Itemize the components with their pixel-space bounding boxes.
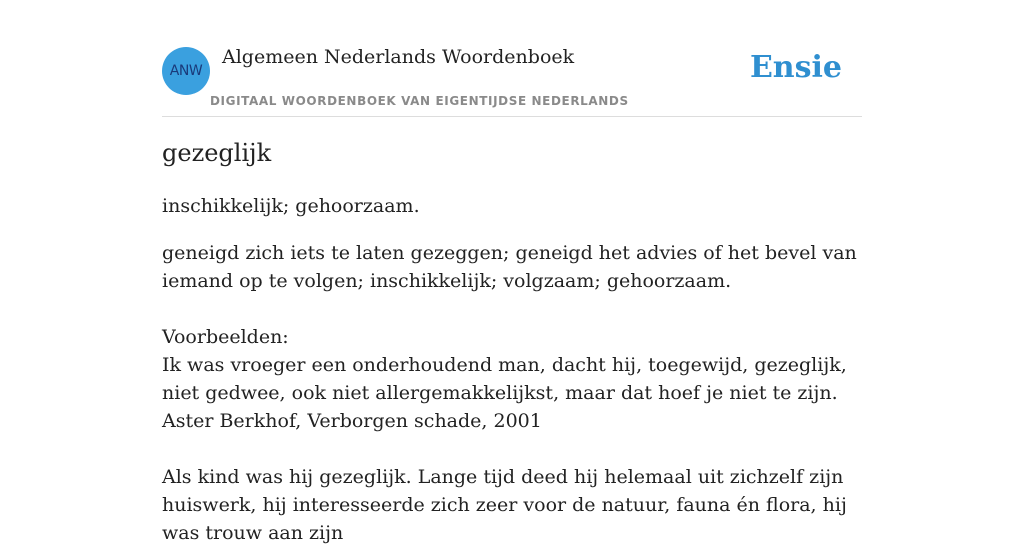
logo-text: ANW <box>169 63 203 79</box>
long-definition-block <box>162 239 862 547</box>
long-definition: geneigd zich iets te laten gezeggen; geneigd het advies of het bevel van iemand op te volgen; inschikkelijk; volgzaam; gehoorzaam. <box>162 242 857 292</box>
example-source: Aster Berkhof, Verborgen schade, 2001 <box>162 410 542 432</box>
short-definition: inschikkelijk; gehoorzaam. <box>162 195 420 217</box>
example-text: Als kind was hij gezeglijk. Lange tijd deed hij helemaal uit zichzelf zijn huiswerk, hij interesseerde zich zeer voor de natuur, fauna én flora, hij was trouw aan zijn <box>162 466 847 544</box>
anw-logo[interactable] <box>162 47 210 95</box>
ensie-brand-logo[interactable]: Ensie <box>749 50 842 85</box>
site-header <box>162 0 862 117</box>
example-text: Ik was vroeger een onderhoudend man, dacht hij, toegewijd, gezeglijk, niet gedwee, ook niet allergemakkelijkst, maar dat hoef je niet te zijn. <box>162 354 847 404</box>
site-title[interactable]: Algemeen Nederlands Woordenboek <box>222 46 575 68</box>
site-subtitle: DIGITAAL WOORDENBOEK VAN EIGENTIJDSE NEDERLANDS <box>210 94 629 108</box>
examples-label: Voorbeelden: <box>162 326 289 348</box>
page-container <box>162 0 862 544</box>
entry-headword: gezeglijk <box>162 139 272 167</box>
